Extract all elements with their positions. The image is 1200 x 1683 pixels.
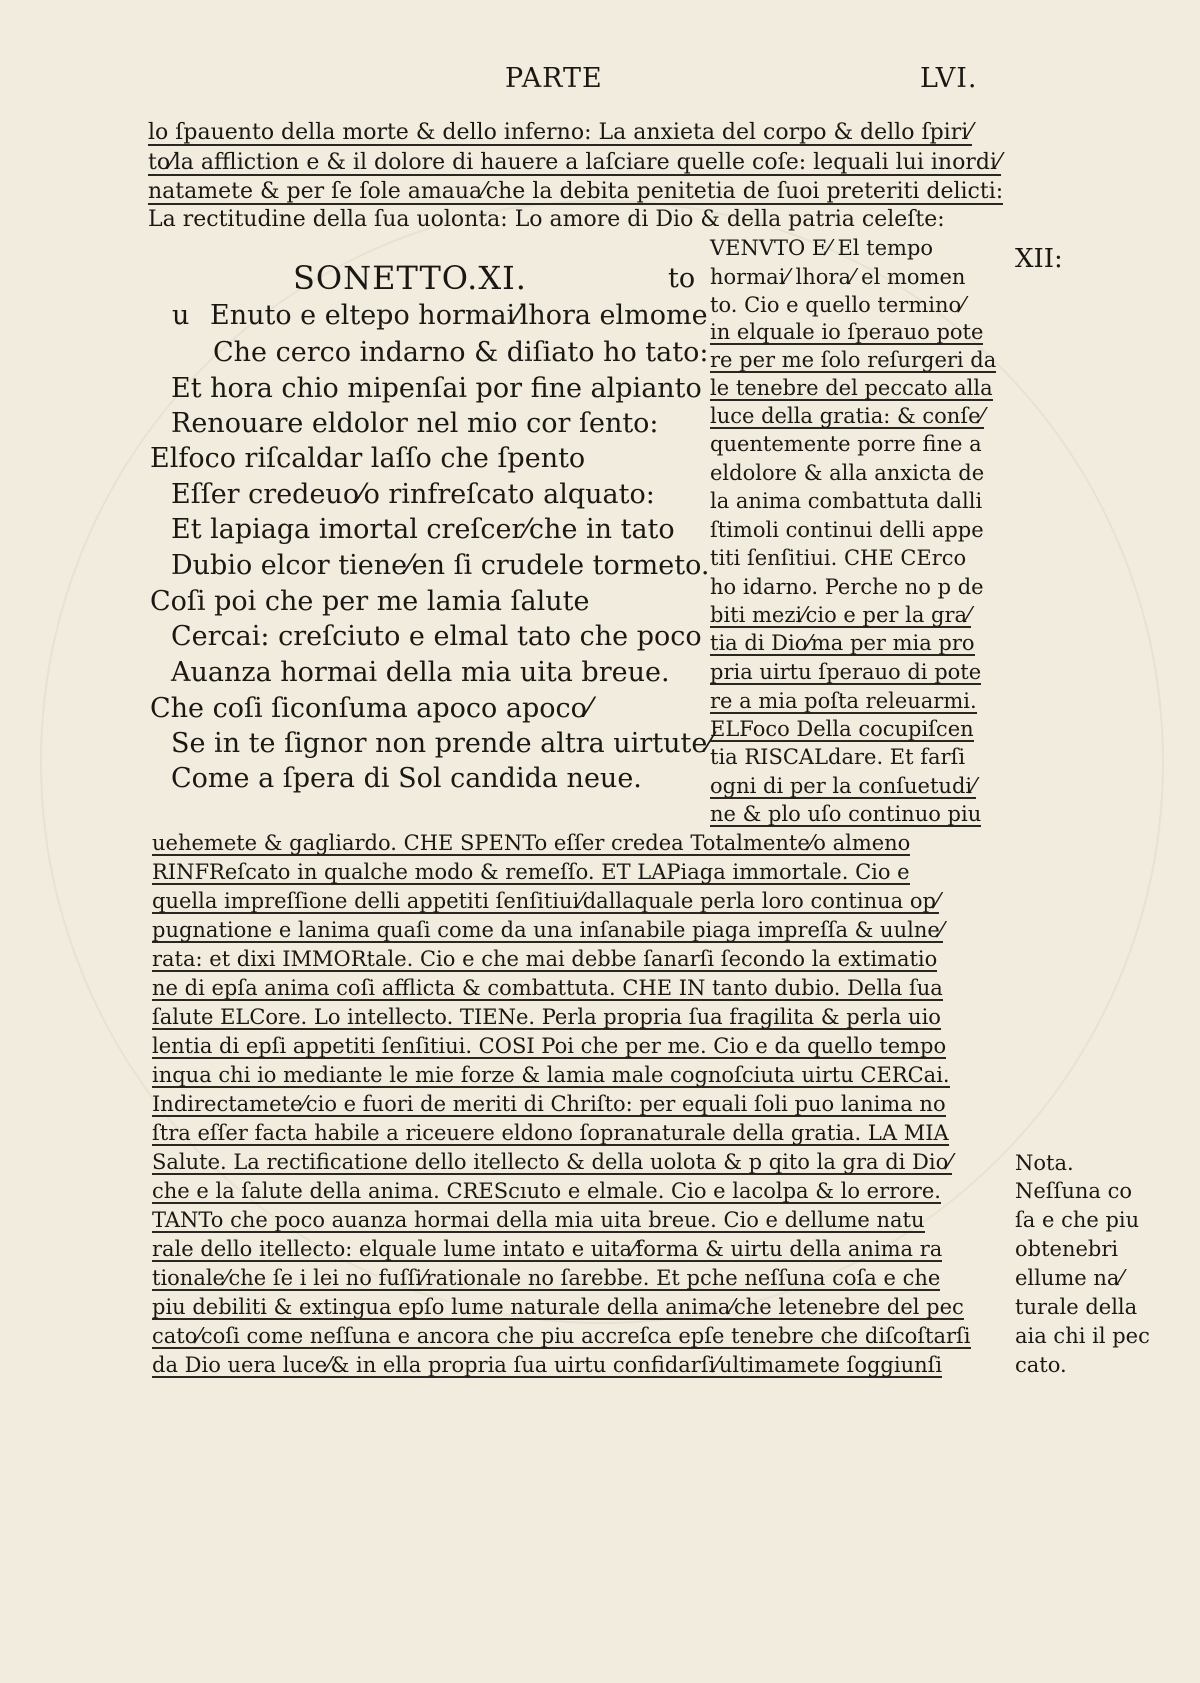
- running-head-left: PARTE: [505, 63, 603, 94]
- folio-number: LVI.: [920, 63, 978, 94]
- lower-line: TANTo che poco auanza hormai della mia uita breue. Cio e dellume natu: [152, 1208, 925, 1232]
- guide-letters: to: [668, 263, 696, 294]
- commentary-line: ho idarno. Perche no p de: [710, 575, 984, 599]
- commentary-line: la anima combattuta dalli: [710, 489, 983, 513]
- margin-note-line: cato.: [1015, 1353, 1067, 1377]
- upper-line: natamete & per ſe ſole amaua⁄che la debita penitetia de ſuoi preteriti delicti:: [148, 179, 1004, 204]
- commentary-line: eldolore & alla anxicta de: [710, 461, 985, 485]
- commentary-line: ne & plo uſo continuo piu: [710, 802, 982, 826]
- margin-note-line: ſa e che piu: [1015, 1208, 1140, 1232]
- lower-line: Indirectamete⁄cio e fuori de meriti di Chriſto: per equali ſoli puo lanima no: [152, 1092, 946, 1116]
- lower-line: da Dio uera luce⁄& in ella propria ſua uirtu confidarſi⁄ultimamete ſoggiunſi: [152, 1353, 943, 1377]
- verse-line: Che cerco indarno & diſiato ho tato:: [213, 337, 709, 368]
- lower-line: pugnatione e lanima quaſi come da una inſanabile piaga impreſſa & uulne⁄: [152, 918, 944, 942]
- commentary-line: VENVTO E⁄ El tempo: [710, 236, 934, 260]
- commentary-line: tia di Dio⁄ma per mia pro: [710, 631, 975, 655]
- commentary-line: ſtimoli continui delli appe: [710, 518, 984, 542]
- verse-line: Eſſer credeuo⁄o rinfreſcato alquato:: [171, 479, 655, 510]
- commentary-line: ogni di per la conſuetudi⁄: [710, 774, 976, 798]
- lower-line: RINFReſcato in qualche modo & remeſſo. ET LAPiaga immortale. Cio e: [152, 860, 910, 884]
- commentary-line: biti mezi⁄cio e per la gra⁄: [710, 603, 971, 627]
- lower-line: rale dello itellecto: elquale lume intato e uita⁄forma & uirtu della anima ra: [152, 1237, 943, 1261]
- commentary-line: pria uirtu ſperauo di pote: [710, 660, 982, 684]
- lower-line: uehemete & gagliardo. CHE SPENTo eſſer credea Totalmente⁄o almeno: [152, 831, 911, 855]
- sonnet-title: SONETTO.XI.: [293, 259, 527, 297]
- upper-line: La rectitudine della ſua uolonta: Lo amore di Dio & della patria celeſte:: [148, 207, 945, 232]
- verse-line: Dubio elcor tiene⁄en ſi crudele tormeto.: [171, 550, 710, 581]
- verse-line: Auanza hormai della mia uita breue.: [171, 657, 670, 688]
- lower-line: cato⁄coſi come neſſuna e ancora che piu accreſca epſe tenebre che diſcoſtarſi: [152, 1324, 971, 1348]
- commentary-line: re per me ſolo reſurgeri da: [710, 348, 997, 372]
- margin-note-line: ellume na⁄: [1015, 1266, 1123, 1290]
- lower-line: quella impreſſione delli appetiti ſenſitiui⁄dallaquale perla loro continua op⁄: [152, 889, 940, 913]
- upper-line: lo ſpauento della morte & dello inferno: La anxieta del corpo & dello ſpiri⁄: [148, 120, 972, 145]
- verse-line: Cercai: creſciuto e elmal tato che poco: [171, 621, 702, 652]
- verse-line: Elfoco riſcaldar laſſo che ſpento: [150, 443, 586, 474]
- initial-guide-letter: u: [172, 300, 190, 331]
- lower-line: ſalute ELCore. Lo intellecto. TIENe. Perla propria ſua fragilita & perla uio: [152, 1005, 941, 1029]
- verse-line: Renouare eldolor nel mio cor ſento:: [171, 408, 659, 439]
- margin-note-line: aia chi il pec: [1015, 1324, 1150, 1348]
- verse-line: Enuto e eltepo hormai⁄lhora elmome: [210, 300, 708, 331]
- commentary-line: to. Cio e quello termino⁄: [710, 293, 965, 317]
- margin-note-line: obtenebri: [1015, 1237, 1119, 1261]
- lower-line: lentia di epſi appetiti ſenſitiui. COSI Poi che per me. Cio e da quello tempo: [152, 1034, 947, 1058]
- commentary-line: titi ſenſitiui. CHE CErco: [710, 546, 967, 570]
- lower-line: tionale⁄che ſe i lei no fuſſi⁄rationale no ſarebbe. Et pche neſſuna coſa e che: [152, 1266, 941, 1290]
- commentary-line: in elquale io ſperauo pote: [710, 320, 984, 344]
- commentary-line: hormai⁄ lhora⁄ el momen: [710, 265, 966, 289]
- margin-note-line: turale della: [1015, 1295, 1138, 1319]
- upper-line: to⁄la affliction e & il dolore di hauere a laſciare quelle coſe: lequali lui inordi⁄: [148, 150, 1001, 175]
- lower-line: Salute. La rectificatione dello itellecto & della uolota & p qito la gra di Dio⁄: [152, 1150, 952, 1174]
- lower-line: rata: et dixi IMMORtale. Cio e che mai debbe ſanarſi ſecondo la extimatio: [152, 947, 938, 971]
- commentary-line: re a mia poſta releuarmi.: [710, 689, 977, 713]
- commentary-line: luce della gratia: & conſe⁄: [710, 404, 985, 428]
- verse-line: Et hora chio mipenſai por fine alpianto: [171, 373, 702, 404]
- commentary-line: quentemente porre fine a: [710, 432, 982, 456]
- verse-line: Coſi poi che per me lamia ſalute: [150, 586, 590, 617]
- margin-note-line: Neſſuna co: [1015, 1179, 1132, 1203]
- lower-line: piu debiliti & extingua epſo lume naturale della anima⁄che letenebre del pec: [152, 1295, 964, 1319]
- verse-line: Come a ſpera di Sol candida neue.: [171, 763, 642, 794]
- lower-line: che e la ſalute della anima. CREScıuto e elmale. Cio e lacolpa & lo errore.: [152, 1179, 941, 1203]
- commentary-line: le tenebre del peccato alla: [710, 376, 993, 400]
- verse-line: Che coſi ſiconſuma apoco apoco⁄: [150, 693, 592, 724]
- lower-line: inqua chi io mediante le mie forze & lamia male cognoſciuta uirtu CERCai.: [152, 1063, 950, 1087]
- lower-line: ne di epſa anima coſi afflicta & combattuta. CHE IN tanto dubio. Della ſua: [152, 976, 943, 1000]
- verse-line: Et lapiaga imortal creſcer⁄che in tato: [171, 514, 675, 545]
- margin-note-line: Nota.: [1015, 1151, 1074, 1175]
- verse-line: Se in te ſignor non prende altra uirtute⁄: [171, 728, 712, 759]
- commentary-line: tia RISCALdare. Et farſi: [710, 745, 966, 769]
- section-marker: XII:: [1015, 244, 1063, 274]
- commentary-line: ELFoco Della cocupiſcen: [710, 717, 974, 741]
- lower-line: ſtra eſſer facta habile a riceuere eldono ſopranaturale della gratia. LA MIA: [152, 1121, 949, 1145]
